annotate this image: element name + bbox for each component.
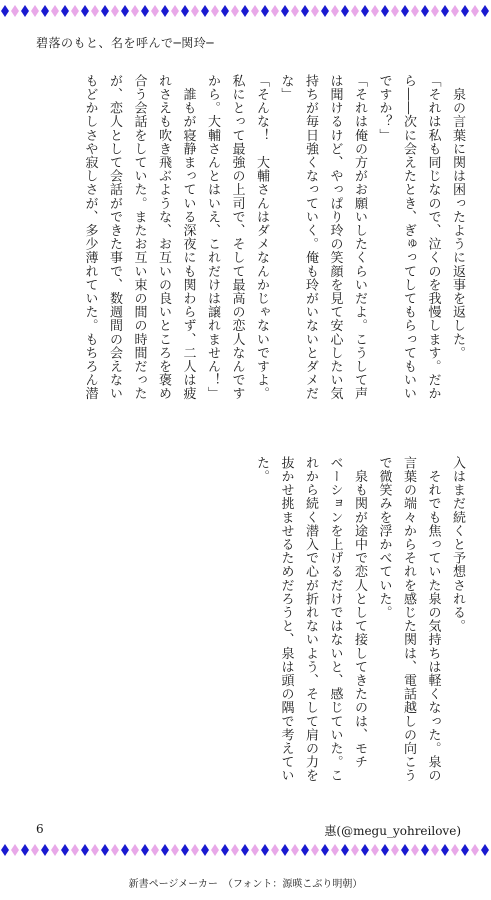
body-text-lower-section: 入はまだ続くと予想される。 それでも焦っていた泉の気持ちは軽くなった。泉の 言葉の端々からそれを感じた関は、電話越しの向こう で微笑みを浮かべていた。 泉も関が途中で恋人として接してきたのは、モチ ベーションを上げるだけではないと、感じていた。こ れから続く潜入で心が折れないよう、そして肩の力を 抜かせ挑ませるためだろうと、泉は頭の隅で考えてい た。 [254,456,465,783]
body-text-upper-section: 泉の言葉に関は困ったように返事を返した。 「それは私も同じなので、泣くのを我慢します。だか ら――次に会えたとき、ぎゅってしてもらってもいい ですか？」 「それは俺の方がお願いしたくらいだよ。こうして声 は聞けるけど、やっぱり玲の笑顔を見て安心したい気 持ちが毎日強くなっていく。俺も玲がいないとダメだ な」 「そんな！ 大輔さんはダメなんかじゃないですよ。 私にとって最強の上司で、そして最高の恋人なんです から。大輔さんとはいえ、これだけは譲れません！」 誰もが寝静まっている深夜にも関わらず、二人は疲 れさえも吹き飛ぶような、お互いの良いところを褒め 合う会話をしていた。またお互い束の間の時間だった が、恋人として会話ができた事で、数週間の会えない もどかしさや寂しさが、多少薄れていた。もちろん潜 [82,74,465,401]
running-header-title: 碧落のもと、名を呼んで─関玲─ [36,36,214,50]
decorative-diamond-border-bottom [0,843,491,857]
author-credit: 惠(@megu_yohreilove) [324,824,461,838]
page-number: 6 [36,822,44,836]
decorative-diamond-border-top [0,4,491,18]
generator-footer-note: 新書ページメーカー （フォント：源暎こぶり明朝） [128,879,363,890]
